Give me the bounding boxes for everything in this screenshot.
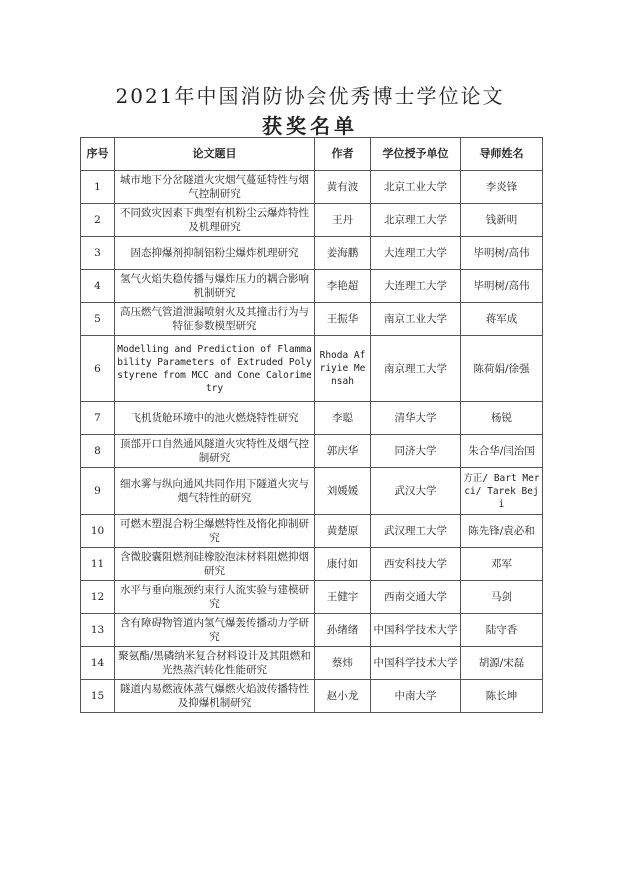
row-school: 中南大学	[371, 680, 461, 713]
row-thesis-title: 细水雾与纵向通风共同作用下隧道火灾与烟气特性的研究	[115, 468, 315, 515]
table-row	[81, 515, 543, 548]
table-row	[81, 614, 543, 647]
table-row	[81, 647, 543, 680]
row-advisor: 杨锐	[461, 402, 543, 435]
table-row	[81, 171, 543, 204]
row-author: 郭庆华	[315, 435, 371, 468]
header-advisor: 导师姓名	[461, 138, 543, 171]
row-number: 6	[81, 336, 115, 402]
row-school: 清华大学	[371, 402, 461, 435]
row-number: 2	[81, 204, 115, 237]
row-number: 4	[81, 270, 115, 303]
row-author: Rhoda Afriyie Mensah	[315, 336, 371, 402]
row-thesis-title: 不同致灾因素下典型有机粉尘云爆炸特性及机理研究	[115, 204, 315, 237]
row-number: 10	[81, 515, 115, 548]
row-number: 12	[81, 581, 115, 614]
row-thesis-title: 可燃木塑混合粉尘爆燃特性及惰化抑制研究	[115, 515, 315, 548]
row-number: 9	[81, 468, 115, 515]
row-thesis-title: 城市地下分岔隧道火灾烟气蔓延特性与烟气控制研究	[115, 171, 315, 204]
table-row	[81, 204, 543, 237]
document-title: 2021年中国消防协会优秀博士学位论文	[115, 84, 505, 108]
row-advisor: 毕明树/高伟	[461, 270, 543, 303]
row-thesis-title: Modelling and Prediction of Flammability Parameters of Extruded Polystyrene from MCC and Cone Calorimetry	[115, 336, 315, 402]
row-author: 孙绪绪	[315, 614, 371, 647]
table-row	[81, 581, 543, 614]
row-advisor: 蒋军成	[461, 303, 543, 336]
table-row	[81, 402, 543, 435]
row-school: 西安科技大学	[371, 548, 461, 581]
row-school: 西南交通大学	[371, 581, 461, 614]
table-row	[81, 336, 543, 402]
row-thesis-title: 固态抑爆剂抑制铝粉尘爆炸机理研究	[115, 237, 315, 270]
row-school: 大连理工大学	[371, 237, 461, 270]
table-body	[81, 171, 543, 713]
row-thesis-title: 高压燃气管道泄漏喷射火及其撞击行为与特征参数模型研究	[115, 303, 315, 336]
row-school: 武汉大学	[371, 468, 461, 515]
row-advisor: 邓军	[461, 548, 543, 581]
row-number: 15	[81, 680, 115, 713]
row-advisor: 陈长坤	[461, 680, 543, 713]
row-school: 大连理工大学	[371, 270, 461, 303]
row-school: 南京工业大学	[371, 303, 461, 336]
award-table	[80, 137, 543, 713]
row-author: 蔡炜	[315, 647, 371, 680]
row-thesis-title: 飞机货舱环境中的池火燃烧特性研究	[115, 402, 315, 435]
row-advisor: 毕明树/高伟	[461, 237, 543, 270]
header-author: 作者	[315, 138, 371, 171]
row-school: 南京理工大学	[371, 336, 461, 402]
row-number: 14	[81, 647, 115, 680]
row-advisor: 陆守香	[461, 614, 543, 647]
row-advisor: 陈荷娟/徐强	[461, 336, 543, 402]
row-thesis-title: 含有障碍物管道内氢气爆轰传播动力学研究	[115, 614, 315, 647]
row-thesis-title: 氢气火焰失稳传播与爆炸压力的耦合影响机制研究	[115, 270, 315, 303]
row-advisor: 胡源/宋磊	[461, 647, 543, 680]
row-number: 1	[81, 171, 115, 204]
header-title: 论文题目	[115, 138, 315, 171]
row-author: 姜海鹏	[315, 237, 371, 270]
row-author: 李艳超	[315, 270, 371, 303]
document-subtitle: 获奖名单	[262, 114, 358, 138]
row-school: 北京工业大学	[371, 171, 461, 204]
row-author: 王振华	[315, 303, 371, 336]
header-school: 学位授予单位	[371, 138, 461, 171]
table-header-row	[81, 138, 543, 171]
table-row	[81, 468, 543, 515]
row-school: 同济大学	[371, 435, 461, 468]
row-advisor: 陈先锋/袁必和	[461, 515, 543, 548]
row-author: 李聪	[315, 402, 371, 435]
row-advisor: 李炎锋	[461, 171, 543, 204]
row-thesis-title: 聚氨酯/黑磷纳米复合材料设计及其阻燃和光热蒸汽转化性能研究	[115, 647, 315, 680]
header-number: 序号	[81, 138, 115, 171]
row-author: 刘媛媛	[315, 468, 371, 515]
row-author: 王健宇	[315, 581, 371, 614]
row-advisor: 钱新明	[461, 204, 543, 237]
row-number: 11	[81, 548, 115, 581]
table-row	[81, 270, 543, 303]
row-thesis-title: 隧道内易燃液体蒸气爆燃火焰波传播特性及抑爆机制研究	[115, 680, 315, 713]
row-number: 8	[81, 435, 115, 468]
row-school: 中国科学技术大学	[371, 614, 461, 647]
row-number: 5	[81, 303, 115, 336]
row-author: 黄楚原	[315, 515, 371, 548]
row-thesis-title: 含微胶囊阻燃剂硅橡胶泡沫材料阻燃抑烟研究	[115, 548, 315, 581]
table-row	[81, 680, 543, 713]
row-thesis-title: 顶部开口自然通风隧道火灾特性及烟气控制研究	[115, 435, 315, 468]
row-author: 王丹	[315, 204, 371, 237]
row-school: 中国科学技术大学	[371, 647, 461, 680]
table-row	[81, 435, 543, 468]
row-advisor: 朱合华/闫治国	[461, 435, 543, 468]
row-author: 赵小龙	[315, 680, 371, 713]
row-advisor: 方正/ Bart Merci/ Tarek Beji	[461, 468, 543, 515]
table-row	[81, 237, 543, 270]
row-advisor: 马剑	[461, 581, 543, 614]
row-number: 7	[81, 402, 115, 435]
table-row	[81, 548, 543, 581]
row-school: 北京理工大学	[371, 204, 461, 237]
row-author: 康付如	[315, 548, 371, 581]
table-row	[81, 303, 543, 336]
row-thesis-title: 水平与垂向瓶颈约束行人流实验与建模研究	[115, 581, 315, 614]
row-number: 13	[81, 614, 115, 647]
row-number: 3	[81, 237, 115, 270]
row-author: 黄有波	[315, 171, 371, 204]
row-school: 武汉理工大学	[371, 515, 461, 548]
